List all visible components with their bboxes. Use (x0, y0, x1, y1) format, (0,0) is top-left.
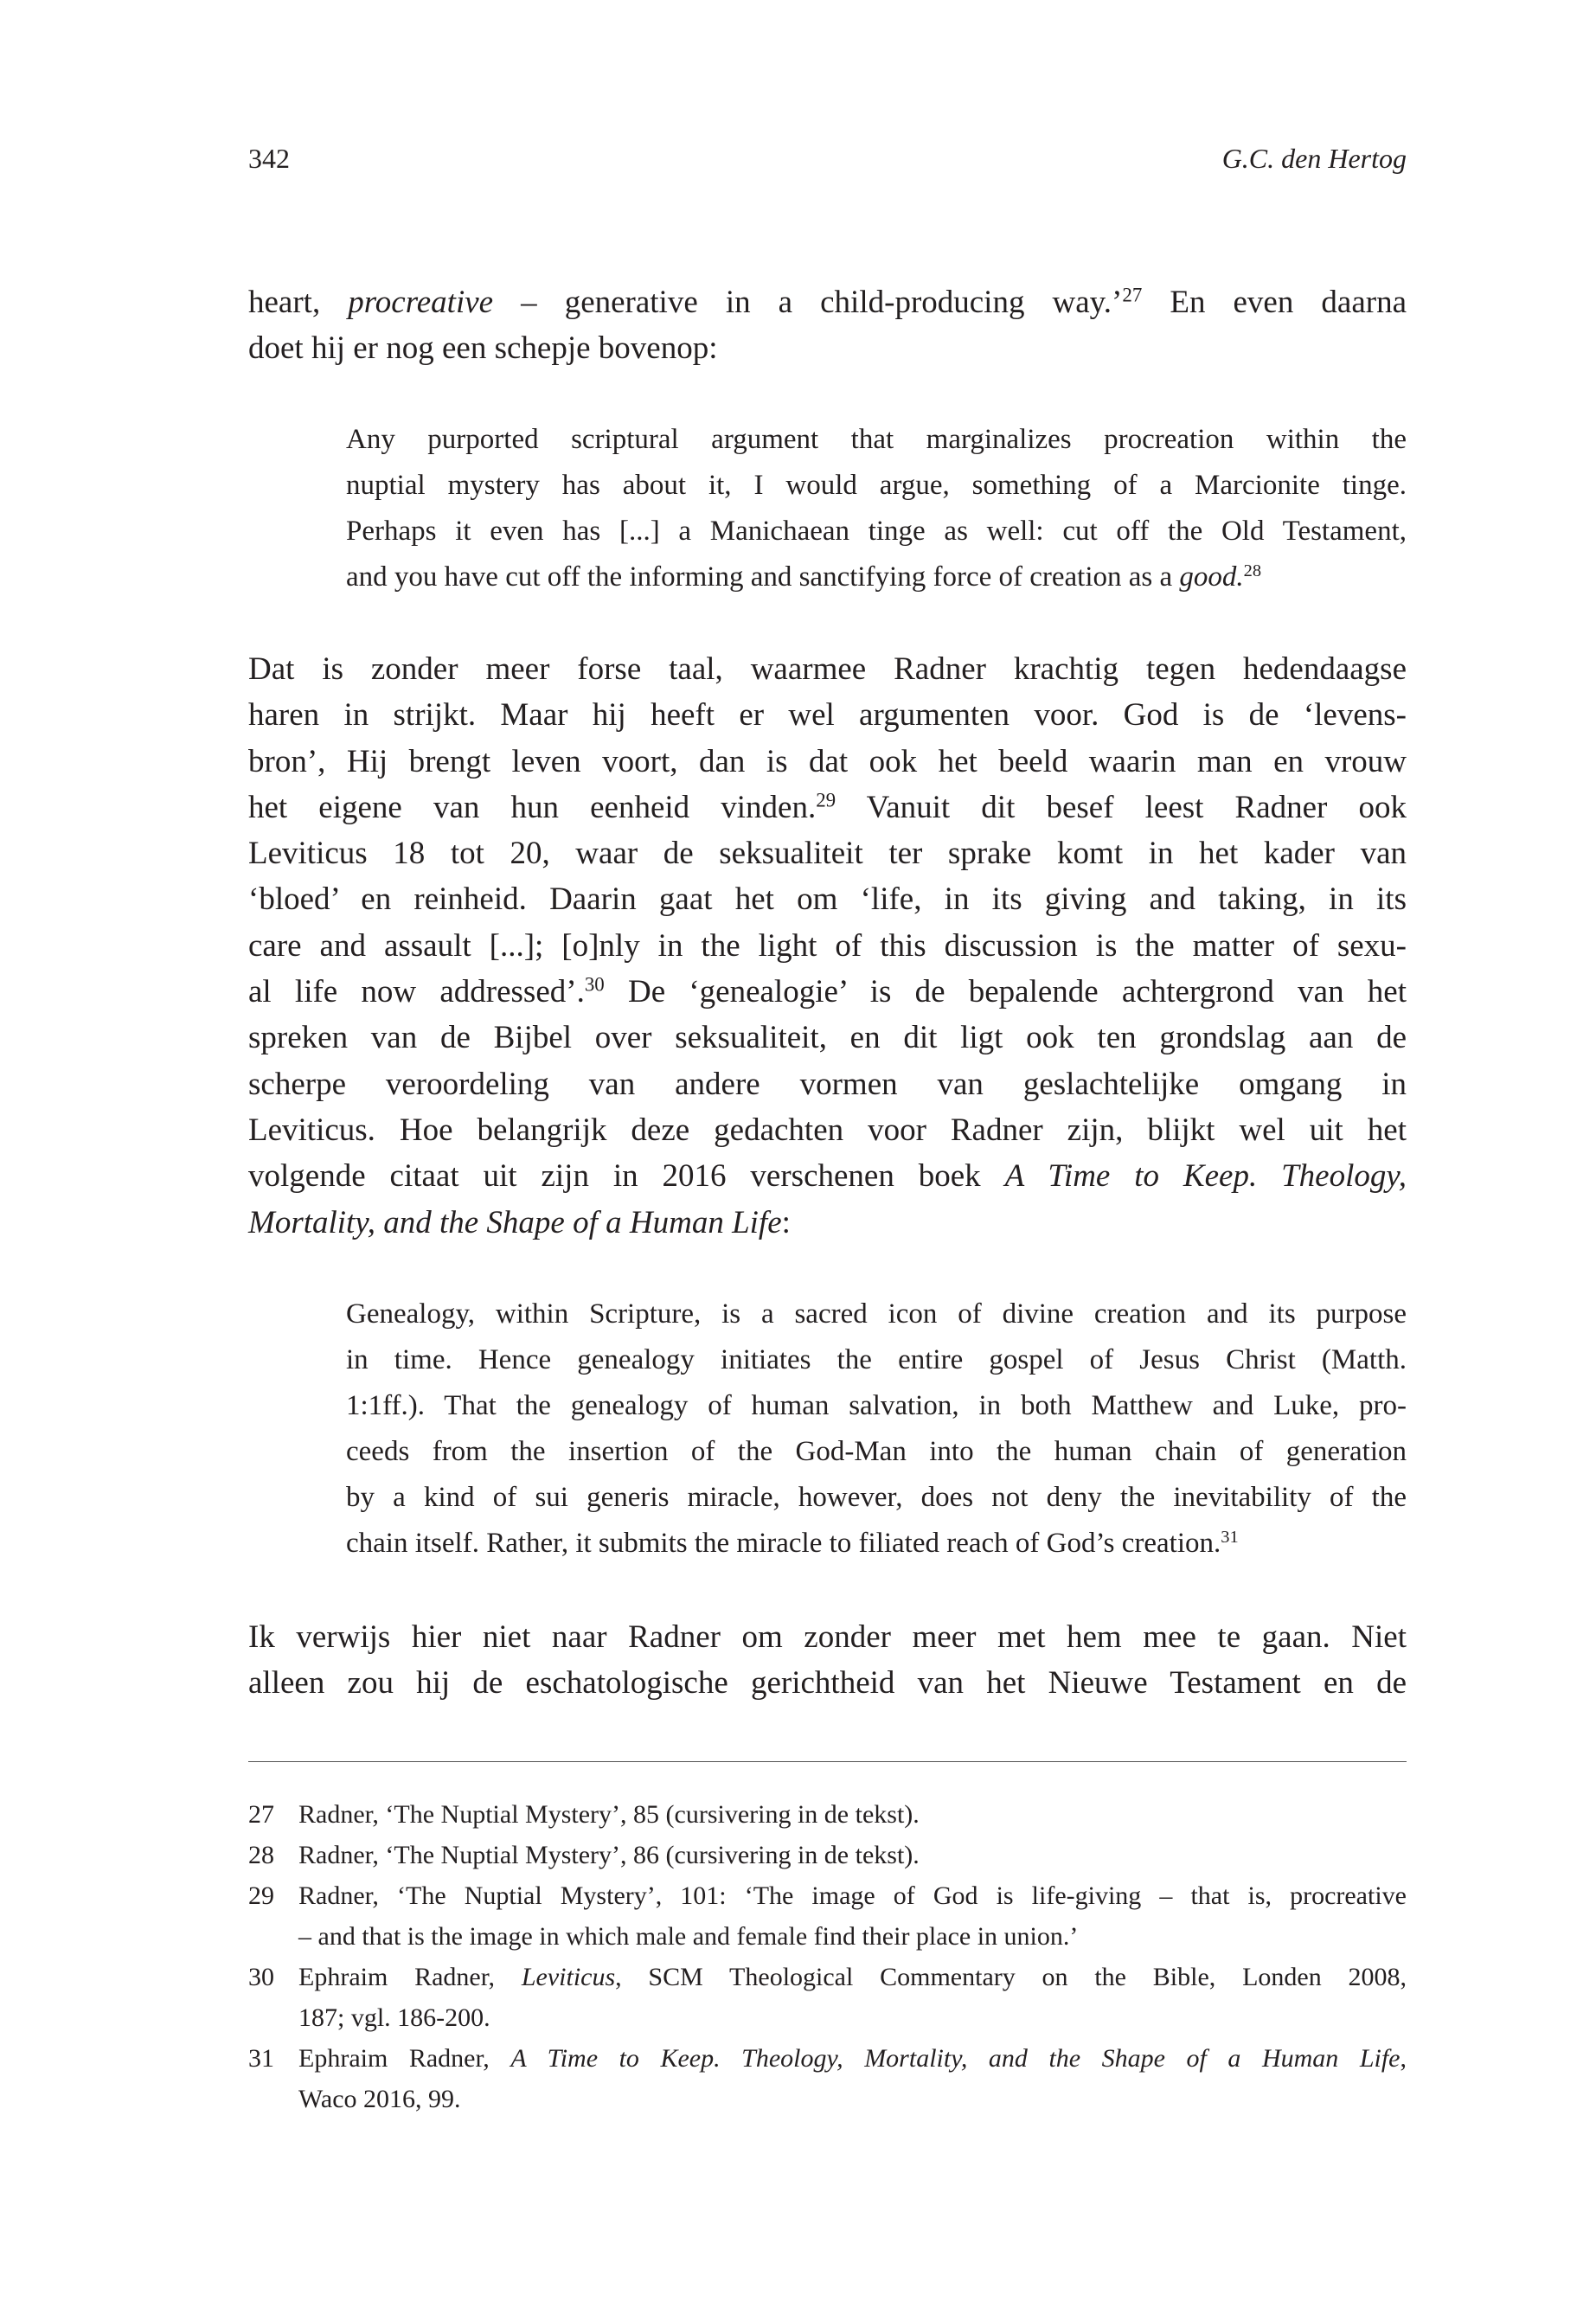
text-segment: A Time to Keep. Theology, Mortality, and the Shape of a Human Life (510, 2044, 1401, 2073)
text-line (298, 2038, 1407, 2079)
text-segment: Mortality, and the Shape of a Human Life (248, 1204, 782, 1240)
text-line (248, 1153, 1407, 1199)
text-segment: Ephraim Radner, (298, 1963, 522, 1991)
text-line (248, 923, 1407, 969)
footnote-text (298, 1794, 1407, 1835)
text-line (298, 2079, 1407, 2119)
text-segment: Leviticus (521, 1963, 616, 1991)
footnote-reference: 29 (816, 789, 836, 811)
text-line (248, 325, 1407, 371)
text-segment: alleen zou hij de eschatologische gerichtheid van het Nieuwe Testament en de (248, 1665, 1407, 1702)
footnote (248, 1835, 1407, 1875)
text-line (346, 1383, 1407, 1429)
text-line (346, 554, 1407, 600)
text-segment: A Time to Keep. Theology, (1004, 1158, 1407, 1195)
text-line (346, 1292, 1407, 1337)
text-segment: procreative (348, 285, 494, 320)
footnote (248, 1957, 1407, 2038)
text-line (248, 969, 1407, 1015)
footnote-reference: 27 (1122, 284, 1143, 306)
text-line (346, 1521, 1407, 1567)
text-segment: ceeds from the insertion of the God-Man into the human chain of generation (346, 1436, 1407, 1467)
text-line (248, 692, 1407, 738)
text-segment: – generative in a child-producing way.’ (493, 285, 1123, 320)
paragraph-1 (248, 279, 1407, 372)
text-segment: scherpe veroordeling van andere vormen van geslachtelijke omgang in (248, 1066, 1407, 1102)
text-line (298, 1916, 1407, 1957)
text-segment: haren in strijkt. Maar hij heeft er wel argumenten voor. God is de ‘levens- (248, 697, 1407, 734)
text-line (248, 279, 1407, 325)
text-segment: Genealogy, within Scripture, is a sacred icon of divine creation and its purpose (346, 1298, 1407, 1330)
text-segment: 187; vgl. 186-200. (298, 2003, 490, 2032)
text-segment: het eigene van hun eenheid vinden. (248, 789, 817, 825)
footnote (248, 2038, 1407, 2119)
footnote-text (298, 1875, 1407, 1957)
text-segment: : (781, 1204, 791, 1240)
text-segment: good. (1179, 561, 1244, 593)
text-line (298, 1957, 1407, 1997)
footnote-text (298, 2038, 1407, 2119)
footnote-reference: 30 (584, 973, 605, 996)
text-segment: Vanuit dit besef leest Radner ook (836, 789, 1407, 825)
block-quote-2 (346, 1292, 1407, 1567)
text-line (346, 1429, 1407, 1475)
text-segment: spreken van de Bijbel over seksualiteit, en dit ligt ook ten grondslag aan de (248, 1020, 1407, 1056)
block-quote-1 (346, 417, 1407, 600)
text-line (298, 1794, 1407, 1835)
text-segment: Leviticus 18 tot 20, waar de seksualiteit ter sprake komt in het kader van (248, 836, 1407, 872)
text-segment: care and assault [...]; [o]nly in the light of this discussion is the matter of sexu- (248, 927, 1407, 964)
text-segment: Ik verwijs hier niet naar Radner om zonder meer met hem mee te gaan. Niet (248, 1619, 1407, 1655)
text-segment: , (1400, 2044, 1407, 2073)
text-line (346, 1475, 1407, 1521)
running-head: G.C. den Hertog (1221, 143, 1407, 174)
text-line (248, 1015, 1407, 1061)
text-segment: in time. Hence genealogy initiates the entire gospel of Jesus Christ (Matth. (346, 1344, 1407, 1375)
text-segment: heart, (248, 285, 349, 320)
text-line (248, 1107, 1407, 1153)
footnote-number: 27 (248, 1800, 274, 1829)
text-segment: Radner, ‘The Nuptial Mystery’, 86 (cursivering in de tekst). (298, 1841, 920, 1869)
text-segment: Radner, ‘The Nuptial Mystery’, 101: ‘The image of God is life-giving – that is, procreative (298, 1881, 1407, 1910)
paragraph-3 (248, 1614, 1407, 1707)
text-segment: doet hij er nog een schepje bovenop: (248, 330, 718, 367)
text-segment: , SCM Theological Commentary on the Bible, Londen 2008, (615, 1963, 1407, 1991)
text-line (248, 739, 1407, 785)
text-segment: and you have cut off the informing and sanctifying force of creation as a (346, 561, 1180, 593)
text-segment: Any purported scriptural argument that marginalizes procreation within the (346, 424, 1407, 455)
page-number: 342 (248, 143, 290, 174)
text-line (298, 1997, 1407, 2038)
text-segment: ‘bloed’ en reinheid. Daarin gaat het om ‘life, in its giving and taking, in its (248, 881, 1407, 918)
text-line (248, 830, 1407, 876)
text-line (248, 1614, 1407, 1660)
footnote-reference: 31 (1221, 1527, 1239, 1547)
text-segment: chain itself. Rather, it submits the miracle to filiated reach of God’s creation. (346, 1528, 1221, 1559)
text-line (298, 1875, 1407, 1916)
text-segment: nuptial mystery has about it, I would argue, something of a Marcionite tinge. (346, 470, 1407, 501)
text-line (346, 417, 1407, 463)
text-segment: by a kind of sui generis miracle, however, does not deny the inevitability of the (346, 1482, 1407, 1513)
paragraph-2 (248, 646, 1407, 1246)
text-segment: bron’, Hij brengt leven voort, dan is dat ook het beeld waarin man en vrouw (248, 743, 1407, 779)
footnote-text (298, 1957, 1407, 2038)
text-line (248, 785, 1407, 830)
text-segment: 1:1ff.). That the genealogy of human salvation, in both Matthew and Luke, pro- (346, 1390, 1407, 1421)
footnote-separator (248, 1761, 1407, 1762)
text-segment: Dat is zonder meer forse taal, waarmee Radner krachtig tegen hedendaagse (248, 651, 1407, 687)
text-segment: De ‘genealogie’ is de bepalende achtergrond van het (604, 974, 1407, 1010)
text-segment: Perhaps it even has [...] a Manichaean tinge as well: cut off the Old Testament, (346, 516, 1407, 547)
text-line (248, 1200, 1407, 1246)
text-segment: – and that is the image in which male and female find their place in union.’ (298, 1922, 1079, 1951)
text-segment: Waco 2016, 99. (298, 2085, 461, 2113)
text-line (346, 509, 1407, 554)
text-line (248, 1660, 1407, 1706)
text-segment: Ephraim Radner, (298, 2044, 511, 2073)
footnote-reference: 28 (1243, 561, 1262, 580)
text-line (346, 463, 1407, 509)
text-line (248, 646, 1407, 692)
text-line (248, 1061, 1407, 1107)
text-segment: al life now addressed’. (248, 974, 585, 1010)
text-segment: volgende citaat uit zijn in 2016 verschenen boek (248, 1158, 1005, 1195)
text-segment: Leviticus. Hoe belangrijk deze gedachten voor Radner zijn, blijkt wel uit het (248, 1112, 1407, 1148)
text-segment: Radner, ‘The Nuptial Mystery’, 85 (cursivering in de tekst). (298, 1800, 920, 1829)
text-line (298, 1835, 1407, 1875)
text-line (346, 1337, 1407, 1383)
footnote-number: 29 (248, 1881, 274, 1910)
footnote (248, 1794, 1407, 1835)
text-segment: En even daarna (1142, 285, 1407, 320)
footnote-number: 31 (248, 2044, 274, 2073)
text-line (248, 876, 1407, 922)
footnote-number: 30 (248, 1963, 274, 1991)
footnote-number: 28 (248, 1841, 274, 1869)
footnote-text (298, 1835, 1407, 1875)
footnote (248, 1875, 1407, 1957)
